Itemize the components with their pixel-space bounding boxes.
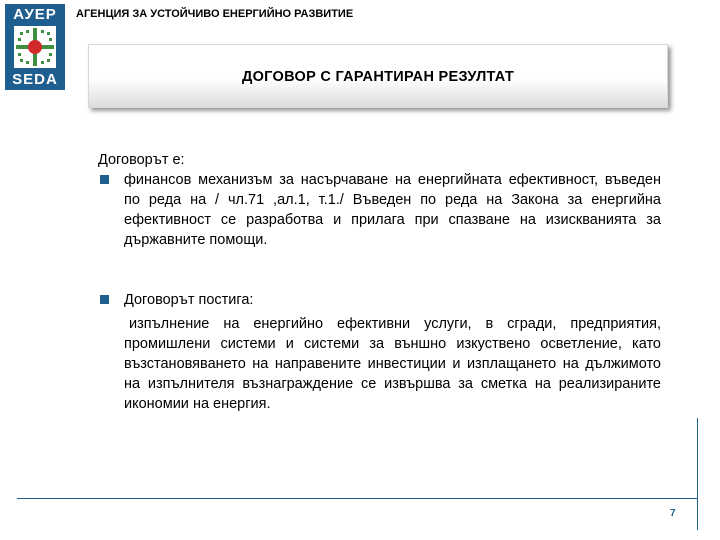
bullet-text: Договорът постига: bbox=[124, 292, 254, 308]
paragraph-text: изпълнение на енергийно ефективни услуги, в сгради, предприятия, промишлени системи и системи за външно изкуствено осветление, като възстановяването на направените инвестиции и изплащането на дължимото на изпълнителя възнаграждение се извършва за сметка на реализираните икономии на енергия. bbox=[124, 316, 661, 412]
square-bullet-icon bbox=[100, 295, 109, 304]
intro-text: Договорът е: bbox=[98, 152, 185, 168]
logo-emblem-icon bbox=[14, 26, 56, 68]
bullet-text: финансов механизъм за насърчаване на енергийната ефективност, въведен по реда на / чл.71 ,ал.1, т.1./ Въведен по реда на Закона за енергийна ефективност се разработва и прилага при спазване на изискванията за държавните помощи. bbox=[124, 172, 661, 248]
logo-top-text: АУЕР bbox=[13, 6, 57, 23]
logo-bottom-text: SEDA bbox=[12, 71, 58, 88]
frame-line-horizontal bbox=[17, 498, 698, 499]
frame-line-vertical-lower bbox=[697, 498, 698, 530]
square-bullet-icon bbox=[100, 175, 109, 184]
slide-content bbox=[98, 150, 661, 414]
title-box bbox=[88, 44, 668, 108]
frame-line-vertical bbox=[697, 418, 698, 498]
agency-name: АГЕНЦИЯ ЗА УСТОЙЧИВО ЕНЕРГИЙНО РАЗВИТИЕ bbox=[76, 8, 354, 20]
page-number: 7 bbox=[670, 508, 676, 519]
agency-logo bbox=[5, 4, 65, 90]
bullet-item bbox=[98, 290, 661, 310]
slide-title: ДОГОВОР С ГАРАНТИРАН РЕЗУЛТАТ bbox=[241, 69, 515, 85]
bullet-item bbox=[98, 170, 661, 250]
